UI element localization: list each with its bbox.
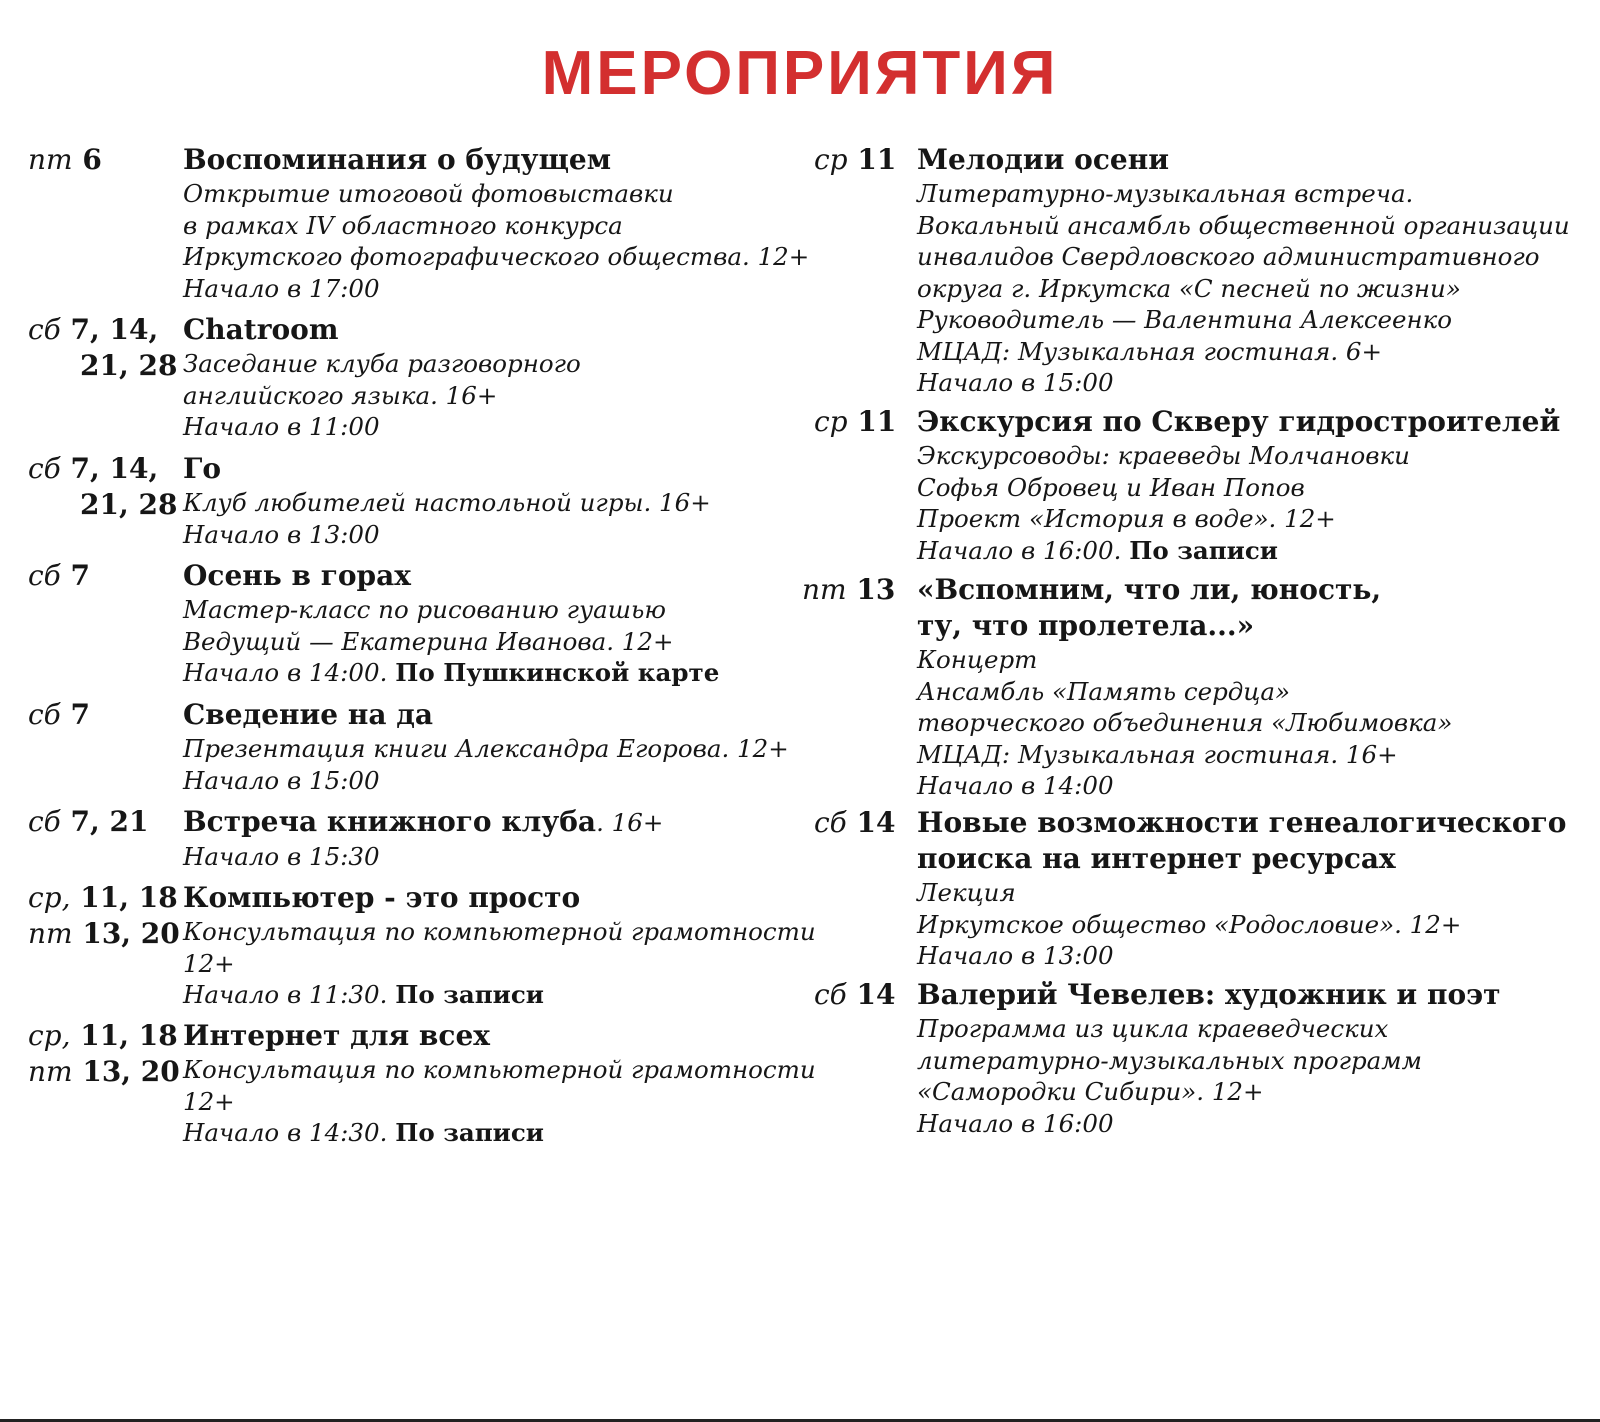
event-line: «Самородки Сибири». 12+ [917, 1077, 1264, 1106]
event-line: Начало в 15:00 [183, 765, 380, 795]
event-day: пт [28, 917, 73, 950]
event-line: Литературно-музыкальная встреча. [917, 179, 1414, 208]
event-line: Начало в 16:00 [917, 1108, 1114, 1138]
event-line: Открытие итоговой фотовыставки [183, 179, 674, 208]
event-title: Интернет для всех [183, 1019, 490, 1052]
event-day: сб [28, 698, 61, 731]
event-day: пт [28, 143, 73, 176]
event-line: Начало в 14:00. По Пушкинской карте [183, 658, 720, 687]
event-date [28, 880, 180, 952]
event-line: Софья Обровец и Иван Попов [917, 472, 1305, 502]
event-date [814, 404, 896, 440]
event-day: сб [28, 452, 61, 485]
event-date [814, 805, 896, 841]
event-line: Начало в 17:00 [183, 273, 380, 303]
event-line: творческого объединения «Любимовка» [917, 708, 1453, 737]
event-line: Презентация книги Александра Егорова. 12+ [183, 734, 789, 763]
event-line: Консультация по компьютерной грамотности [183, 1055, 816, 1084]
event-date [28, 558, 90, 594]
event-line: Ансамбль «Память сердца» [917, 676, 1290, 706]
event-line: инвалидов Свердловского административного [917, 242, 1540, 271]
event-line: Иркутского фотографического общества. 12+ [183, 242, 810, 271]
event-note: По записи [395, 1118, 544, 1147]
event-day: сб [814, 806, 847, 839]
event-line: Начало в 13:00 [183, 519, 380, 549]
event-title: Встреча книжного клуба. 16+ [183, 805, 664, 838]
event-day: ср [814, 143, 848, 176]
event-line: Клуб любителей настольной игры. 16+ [183, 488, 711, 517]
event-title: Мелодии осени [917, 143, 1169, 176]
event-day: ср, [28, 881, 71, 914]
event-day-numbers: 13, 20 [82, 917, 180, 950]
event-day-numbers: 14 [856, 978, 896, 1011]
event-day: пт [28, 1055, 73, 1088]
event-day: сб [814, 978, 847, 1011]
event-date [28, 142, 102, 178]
event-line: Мастер-класс по рисованию гуашью [183, 595, 666, 624]
event-date [814, 977, 896, 1013]
event-day: ср [814, 405, 848, 438]
event-title: Экскурсия по Скверу гидростроителей [917, 405, 1561, 438]
event-line: Начало в 11:30. По записи [183, 980, 544, 1009]
event-title: Компьютер - это просто [183, 881, 581, 914]
event-age-rating: . 16+ [596, 808, 664, 837]
event-date [28, 697, 90, 733]
event-line: Начало в 15:30 [183, 842, 380, 871]
event-line: Начало в 14:30. По записи [183, 1118, 544, 1147]
event-date [28, 451, 177, 523]
event-day: сб [28, 559, 61, 592]
event-title: Го [183, 452, 222, 485]
event-date [28, 312, 177, 384]
event-day-numbers: 11 [857, 405, 897, 438]
event-line: Вокальный ансамбль общественной организации [917, 210, 1570, 240]
event-line: Иркутское общество «Родословие». 12+ [917, 909, 1462, 939]
event-date [28, 1018, 180, 1090]
event-day: пт [802, 573, 847, 606]
event-day-numbers: 21, 28 [80, 488, 178, 521]
event-line: в рамках IV областного конкурса [183, 210, 623, 240]
event-date [814, 142, 896, 178]
event-line: Концерт [917, 645, 1038, 674]
event-day-numbers: 7, 14, [70, 313, 159, 346]
event-line: Ведущий — Екатерина Иванова. 12+ [183, 626, 674, 656]
event-line: Руководитель — Валентина Алексеенко [917, 305, 1453, 334]
page-title: МЕРОПРИЯТИЯ [541, 39, 1059, 108]
event-line: английского языка. 16+ [183, 380, 498, 410]
event-line: МЦАД: Музыкальная гостиная. 6+ [917, 336, 1383, 366]
event-line: Проект «История в воде». 12+ [917, 504, 1336, 533]
event-line: Программа из цикла краеведческих [917, 1014, 1389, 1043]
event-day-numbers: 14 [856, 806, 896, 839]
event-day-numbers: 11, 18 [80, 1019, 178, 1052]
event-day-numbers: 11 [857, 143, 897, 176]
event-line: Заседание клуба разговорного [183, 349, 581, 378]
event-note: По записи [395, 980, 544, 1009]
event-day: ср, [28, 1019, 71, 1052]
event-line: Начало в 16:00. По записи [917, 535, 1278, 565]
event-date [802, 572, 895, 608]
event-line: округа г. Иркутска «С песней по жизни» [917, 273, 1461, 303]
event-title: Сведение на да [183, 698, 434, 731]
event-line: Экскурсоводы: краеведы Молчановки [917, 441, 1410, 470]
event-title: Валерий Чевелев: художник и поэт [917, 978, 1501, 1011]
event-line: Начало в 15:00 [917, 368, 1114, 397]
event-note: По записи [1129, 535, 1278, 565]
event-day-numbers: 7 [70, 559, 91, 592]
event-line: Лекция [917, 878, 1016, 907]
event-day-numbers: 21, 28 [80, 349, 178, 382]
event-line: Начало в 11:00 [183, 412, 380, 441]
event-line: литературно-музыкальных программ [917, 1045, 1422, 1075]
event-day-numbers: 7 [70, 698, 91, 731]
event-note: По Пушкинской карте [395, 658, 720, 687]
event-day-numbers: 7, 14, [70, 452, 159, 485]
event-day-numbers: 11, 18 [80, 881, 178, 914]
event-line: Консультация по компьютерной грамотности [183, 917, 816, 946]
event-line: 12+ [183, 1086, 235, 1116]
event-title: Осень в горах [183, 559, 411, 592]
event-day-numbers: 7, 21 [70, 805, 149, 838]
event-date [28, 804, 148, 840]
event-title: Воспоминания о будущем [183, 143, 612, 176]
event-title: «Вспомним, что ли, юность, ту, что пролетела...» [917, 573, 1382, 642]
event-line: Начало в 13:00 [917, 941, 1114, 970]
event-day: сб [28, 805, 61, 838]
event-title: Chatroom [183, 313, 339, 346]
event-line: 12+ [183, 948, 235, 978]
event-line: Начало в 14:00 [917, 771, 1114, 800]
event-title: Новые возможности генеалогического поиска на интернет ресурсах [917, 806, 1567, 875]
event-line: МЦАД: Музыкальная гостиная. 16+ [917, 739, 1398, 769]
event-day-numbers: 6 [82, 143, 102, 176]
event-day-numbers: 13 [856, 573, 896, 606]
event-day-numbers: 13, 20 [82, 1055, 180, 1088]
event-day: сб [28, 313, 61, 346]
